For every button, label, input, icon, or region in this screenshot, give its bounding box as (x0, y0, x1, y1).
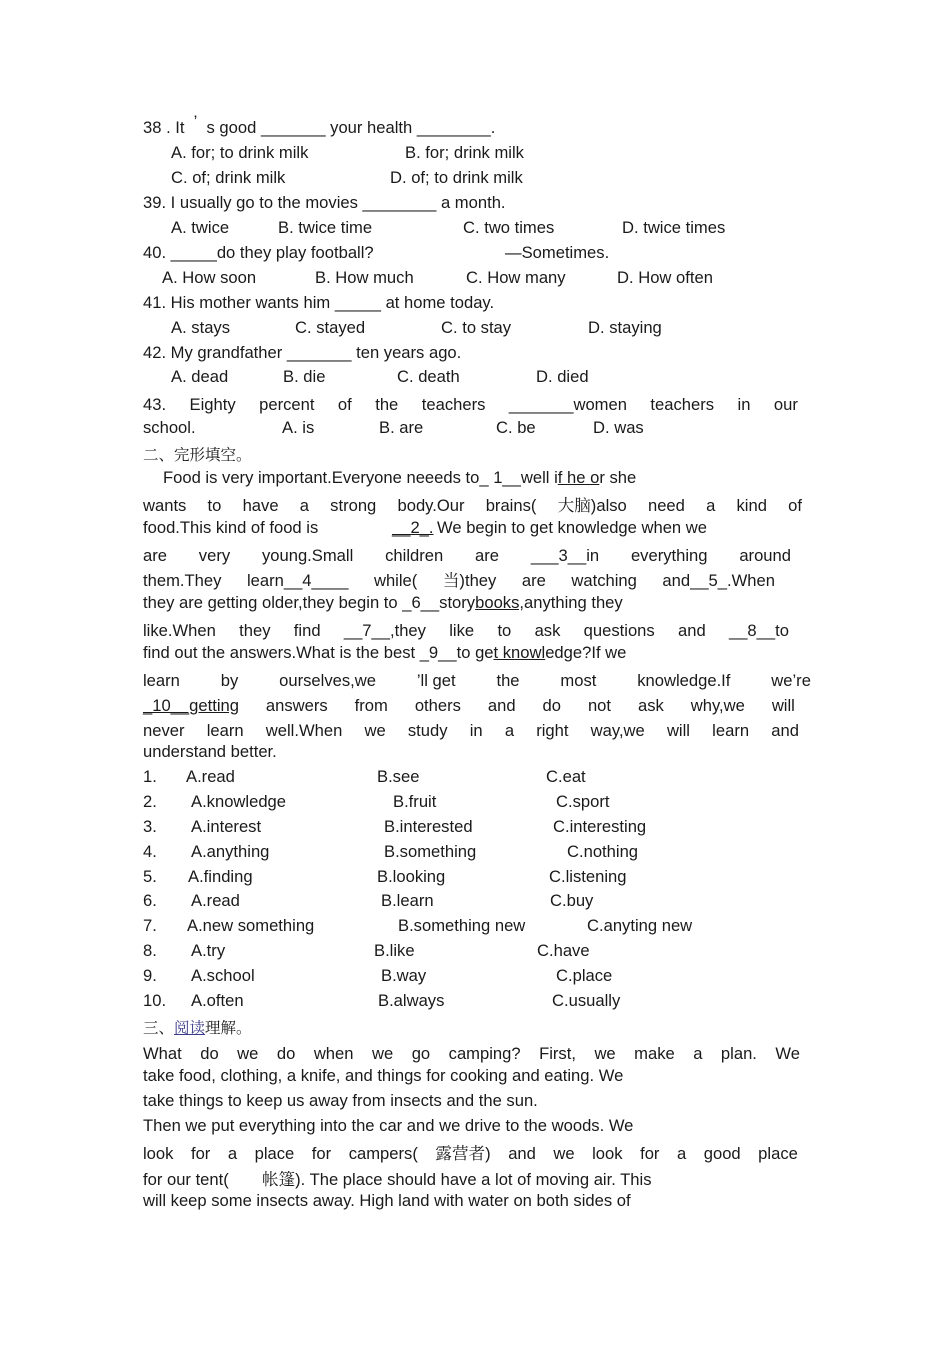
passage-line-11 (143, 718, 799, 743)
passage-word: ’ll get (416, 671, 456, 690)
passage-line-4 (143, 543, 791, 568)
reading-word: for (640, 1144, 660, 1163)
passage-word: to (207, 496, 222, 515)
passage-word: and (771, 721, 799, 740)
section-2-heading: 二、完形填空。 (143, 446, 252, 464)
q38-option-c: C. of; drink milk (171, 168, 286, 187)
passage-word: 当)they (442, 571, 497, 590)
passage-word: of (788, 496, 802, 515)
cloze-option-b: B.always (378, 991, 445, 1010)
question-41-stem: 41. His mother wants him _____ at home today. (143, 293, 495, 312)
q38-stem-part1: 38 . It (143, 118, 185, 137)
passage-word: a (504, 721, 515, 740)
passage-word: answers (265, 696, 328, 715)
reading-word: a (693, 1044, 703, 1063)
cloze-option-a: A.often (191, 991, 244, 1010)
reading-line-1 (143, 1041, 800, 1066)
q43-word: the (375, 395, 399, 414)
q39-option-a: A. twice (171, 218, 230, 237)
passage-line-1 (163, 468, 636, 488)
section-3-title-rest: 理解。 (205, 1019, 252, 1037)
reading-word: First, (539, 1044, 576, 1063)
passage-word: we’re (771, 671, 811, 690)
reading-line-5 (143, 1141, 798, 1166)
passage-line-3a: food.This kind of food is (143, 518, 319, 537)
cloze-option-c: C.sport (556, 792, 610, 811)
cloze-option-c: C.buy (550, 891, 594, 910)
cloze-option-number: 5. (143, 867, 157, 886)
cloze-option-c: C.listening (549, 867, 627, 886)
cloze-option-number: 9. (143, 966, 157, 985)
q43-option-a: A. is (282, 418, 315, 437)
cloze-option-b: B.learn (381, 891, 434, 910)
reading-word: a (227, 1144, 238, 1163)
q43-word: 43. (143, 395, 167, 414)
q43-word: _______women (508, 395, 627, 414)
passage-line-6 (143, 593, 623, 613)
section-3-number: 三、 (143, 1019, 175, 1037)
cloze-option-c: C.place (556, 966, 613, 985)
cloze-option-a: A.read (186, 767, 235, 786)
passage-word: learn (712, 721, 750, 740)
question-38-stem (143, 112, 496, 138)
passage-underlined: f he o (557, 468, 600, 487)
question-39-stem: 39. I usually go to the movies ________ a month. (143, 193, 506, 212)
passage-word: ask (534, 621, 561, 640)
reading-word: camping? (448, 1044, 521, 1063)
reading-word: look (143, 1144, 174, 1163)
passage-word: will (666, 721, 690, 740)
cloze-option-a: A.new something (187, 916, 315, 935)
passage-word: strong (330, 496, 377, 515)
passage-underlined: books, (475, 593, 524, 612)
cloze-option-a: A.read (191, 891, 240, 910)
q42-option-c: C. death (397, 367, 460, 386)
passage-word: like.When (143, 621, 216, 640)
passage-word: need (647, 496, 685, 515)
passage-word: the (496, 671, 520, 690)
reading-word: place (758, 1144, 798, 1163)
cloze-option-number: 3. (143, 817, 157, 836)
cloze-option-b: B.like (374, 941, 415, 960)
q41-option-a: A. stays (171, 318, 231, 337)
passage-word: ___3__in (530, 546, 600, 565)
cloze-option-c: C.have (537, 941, 590, 960)
cloze-option-b: B.looking (377, 867, 446, 886)
passage-text: anything they (524, 593, 623, 612)
passage-word: way,we (590, 721, 645, 740)
passage-word: and__5_.When (662, 571, 775, 590)
passage-word: study (407, 721, 448, 740)
q41-option-d: D. staying (588, 318, 662, 337)
passage-word: not (587, 696, 612, 715)
reading-word: 露营者) (435, 1144, 491, 1163)
cloze-option-b: B.something (384, 842, 477, 861)
passage-text: edge?If we (545, 643, 627, 662)
q39-option-c: C. two times (463, 218, 555, 237)
cloze-option-a: A.anything (191, 842, 270, 861)
passage-word: have (242, 496, 279, 515)
passage-word: brains( (485, 496, 537, 515)
passage-text: find out the answers.What is the best _9__to ge (143, 643, 494, 662)
passage-word: we (364, 721, 386, 740)
question-43-line1 (143, 392, 798, 417)
passage-word: everything (630, 546, 708, 565)
passage-word: most (560, 671, 597, 690)
passage-word: others (414, 696, 461, 715)
cloze-option-b: B.see (377, 767, 420, 786)
passage-word: from (354, 696, 388, 715)
q40-option-b: B. How much (315, 268, 414, 287)
passage-word: body.Our (397, 496, 465, 515)
passage-word: in (469, 721, 483, 740)
passage-word: wants (143, 496, 187, 515)
passage-word: 大脑)also (557, 496, 627, 515)
q39-option-b: B. twice time (278, 218, 373, 237)
passage-word: and (678, 621, 706, 640)
reading-word: we (594, 1044, 616, 1063)
reading-word: go (411, 1044, 431, 1063)
passage-word: learn (206, 721, 244, 740)
q43-word: in (737, 395, 751, 414)
cloze-option-number: 1. (143, 767, 157, 786)
passage-word: they (239, 621, 271, 640)
q40-option-c: C. How many (466, 268, 566, 287)
section-3-title-underlined: 阅读 (174, 1019, 206, 1037)
passage-word: are (521, 571, 546, 590)
q42-option-d: D. died (536, 367, 589, 386)
q38-option-b: B. for; drink milk (405, 143, 524, 162)
passage-word: like (449, 621, 475, 640)
reading-word: We (775, 1044, 800, 1063)
q43-word: percent (259, 395, 315, 414)
q42-option-a: A. dead (171, 367, 229, 386)
passage-word: learn (143, 671, 180, 690)
q41-option-b: C. stayed (295, 318, 366, 337)
passage-word: by (220, 671, 239, 690)
reading-line-7: will keep some insects away. High land with water on both sides of (143, 1191, 631, 1210)
passage-word: kind (736, 496, 767, 515)
passage-word: do (542, 696, 561, 715)
reading-word: when (313, 1044, 354, 1063)
passage-underlined: t knowl (493, 643, 546, 662)
passage-word: a (706, 496, 716, 515)
q43-option-b: B. are (379, 418, 424, 437)
cloze-option-a: A.knowledge (191, 792, 287, 811)
passage-word: knowledge.If (637, 671, 731, 690)
q40-option-a: A. How soon (162, 268, 257, 287)
q39-option-d: D. twice times (622, 218, 726, 237)
cloze-option-a: A.school (191, 966, 255, 985)
cloze-option-b: B.fruit (393, 792, 437, 811)
passage-word: them.They (143, 571, 222, 590)
reading-line-3: take things to keep us away from insects and the sun. (143, 1091, 538, 1110)
passage-word: find (293, 621, 321, 640)
reading-word: and (508, 1144, 536, 1163)
passage-line-10 (143, 693, 795, 718)
passage-word: while( (373, 571, 418, 590)
passage-word: ask (637, 696, 664, 715)
passage-word: well.When (265, 721, 343, 740)
passage-word: are (143, 546, 167, 565)
passage-word: very (198, 546, 231, 565)
passage-text: r she (599, 468, 637, 487)
cloze-option-number: 4. (143, 842, 157, 861)
q43-word: our (773, 395, 798, 414)
reading-word: a (676, 1144, 687, 1163)
passage-word: never (143, 721, 185, 740)
q38-apostrophe: ’ (193, 112, 198, 131)
reading-word: make (634, 1044, 675, 1063)
q43-line2: school. (143, 418, 196, 437)
section-3-heading (143, 1016, 252, 1038)
q38-stem-part2: s good _______ your health ________. (206, 118, 496, 137)
passage-word: children (385, 546, 444, 565)
passage-word: around (739, 546, 791, 565)
cloze-option-c: C.eat (546, 767, 586, 786)
q43-option-d: D. was (593, 418, 644, 437)
reading-word: look (592, 1144, 623, 1163)
passage-text: they are getting older,they begin to _6__story (143, 593, 476, 612)
q38-option-d: D. of; to drink milk (390, 168, 523, 187)
passage-word: questions (583, 621, 655, 640)
q43-word: teachers (421, 395, 486, 414)
reading-word: place (254, 1144, 295, 1163)
cloze-option-a: A.finding (188, 867, 253, 886)
passage-text: Food is very important.Everyone neeeds to_ 1__well i (163, 468, 558, 487)
cloze-option-b: B.way (381, 966, 427, 985)
passage-word: __8__to (728, 621, 789, 640)
cloze-option-b: B.something new (398, 916, 526, 935)
cloze-option-number: 7. (143, 916, 157, 935)
passage-line-3c: We begin to get knowledge when we (437, 518, 707, 537)
passage-blank-2: __2_. (392, 518, 434, 537)
reading-word: for (311, 1144, 332, 1163)
passage-word: why,we (690, 696, 745, 715)
question-40-stem: 40. _____do they play football? (143, 243, 374, 262)
passage-word: __7__,they (343, 621, 426, 640)
passage-word: will (771, 696, 795, 715)
cloze-option-a: A.try (191, 941, 226, 960)
cloze-option-c: C.nothing (567, 842, 639, 861)
q43-word: teachers (650, 395, 715, 414)
q43-word: of (337, 395, 352, 414)
passage-word: a (299, 496, 309, 515)
reading-word: plan. (720, 1044, 757, 1063)
reading-word: we (237, 1044, 259, 1063)
passage-line-12: understand better. (143, 742, 277, 761)
passage-word: young.Small (261, 546, 354, 565)
q40-reply: —Sometimes. (505, 243, 610, 262)
cloze-option-number: 8. (143, 941, 157, 960)
q43-word: Eighty (189, 395, 236, 414)
cloze-option-c: C.anyting new (587, 916, 693, 935)
reading-word: What (143, 1044, 182, 1063)
passage-line-9 (143, 668, 811, 693)
reading-word: we (553, 1144, 575, 1163)
reading-word: we (371, 1044, 394, 1063)
passage-word: right (536, 721, 569, 740)
reading-word: do (200, 1044, 219, 1063)
reading-line-6: for our tent( 帐篷). The place should have a lot of moving air. This (143, 1170, 652, 1189)
cloze-option-a: A.interest (191, 817, 262, 836)
reading-line-2: take food, clothing, a knife, and things for cooking and eating. We (143, 1066, 624, 1085)
passage-word: to (497, 621, 512, 640)
q42-option-b: B. die (283, 367, 326, 386)
reading-word: do (276, 1044, 296, 1063)
reading-word: campers( (348, 1144, 418, 1163)
q43-option-c: C. be (496, 418, 536, 437)
q40-option-d: D. How often (617, 268, 713, 287)
q38-option-a: A. for; to drink milk (171, 143, 309, 162)
q41-option-c: C. to stay (441, 318, 512, 337)
cloze-option-b: B.interested (384, 817, 473, 836)
passage-line-5 (143, 568, 775, 593)
reading-word: good (703, 1144, 741, 1163)
reading-line-4: Then we put everything into the car and we drive to the woods. We (143, 1116, 634, 1135)
passage-word: are (475, 546, 500, 565)
cloze-option-c: C.interesting (553, 817, 647, 836)
cloze-option-number: 6. (143, 891, 157, 910)
passage-word: and (487, 696, 516, 715)
passage-word: watching (571, 571, 637, 590)
passage-line-7 (143, 618, 789, 643)
passage-word: ourselves,we (279, 671, 376, 690)
passage-line-8 (143, 643, 626, 663)
passage-blank-10: _10__getting (143, 696, 239, 715)
cloze-option-c: C.usually (552, 991, 621, 1010)
cloze-option-number: 2. (143, 792, 157, 811)
question-42-stem: 42. My grandfather _______ ten years ago. (143, 343, 462, 362)
cloze-option-number: 10. (143, 991, 167, 1010)
reading-word: for (190, 1144, 211, 1163)
passage-word: learn__4____ (246, 571, 349, 590)
passage-line-2 (143, 493, 802, 518)
